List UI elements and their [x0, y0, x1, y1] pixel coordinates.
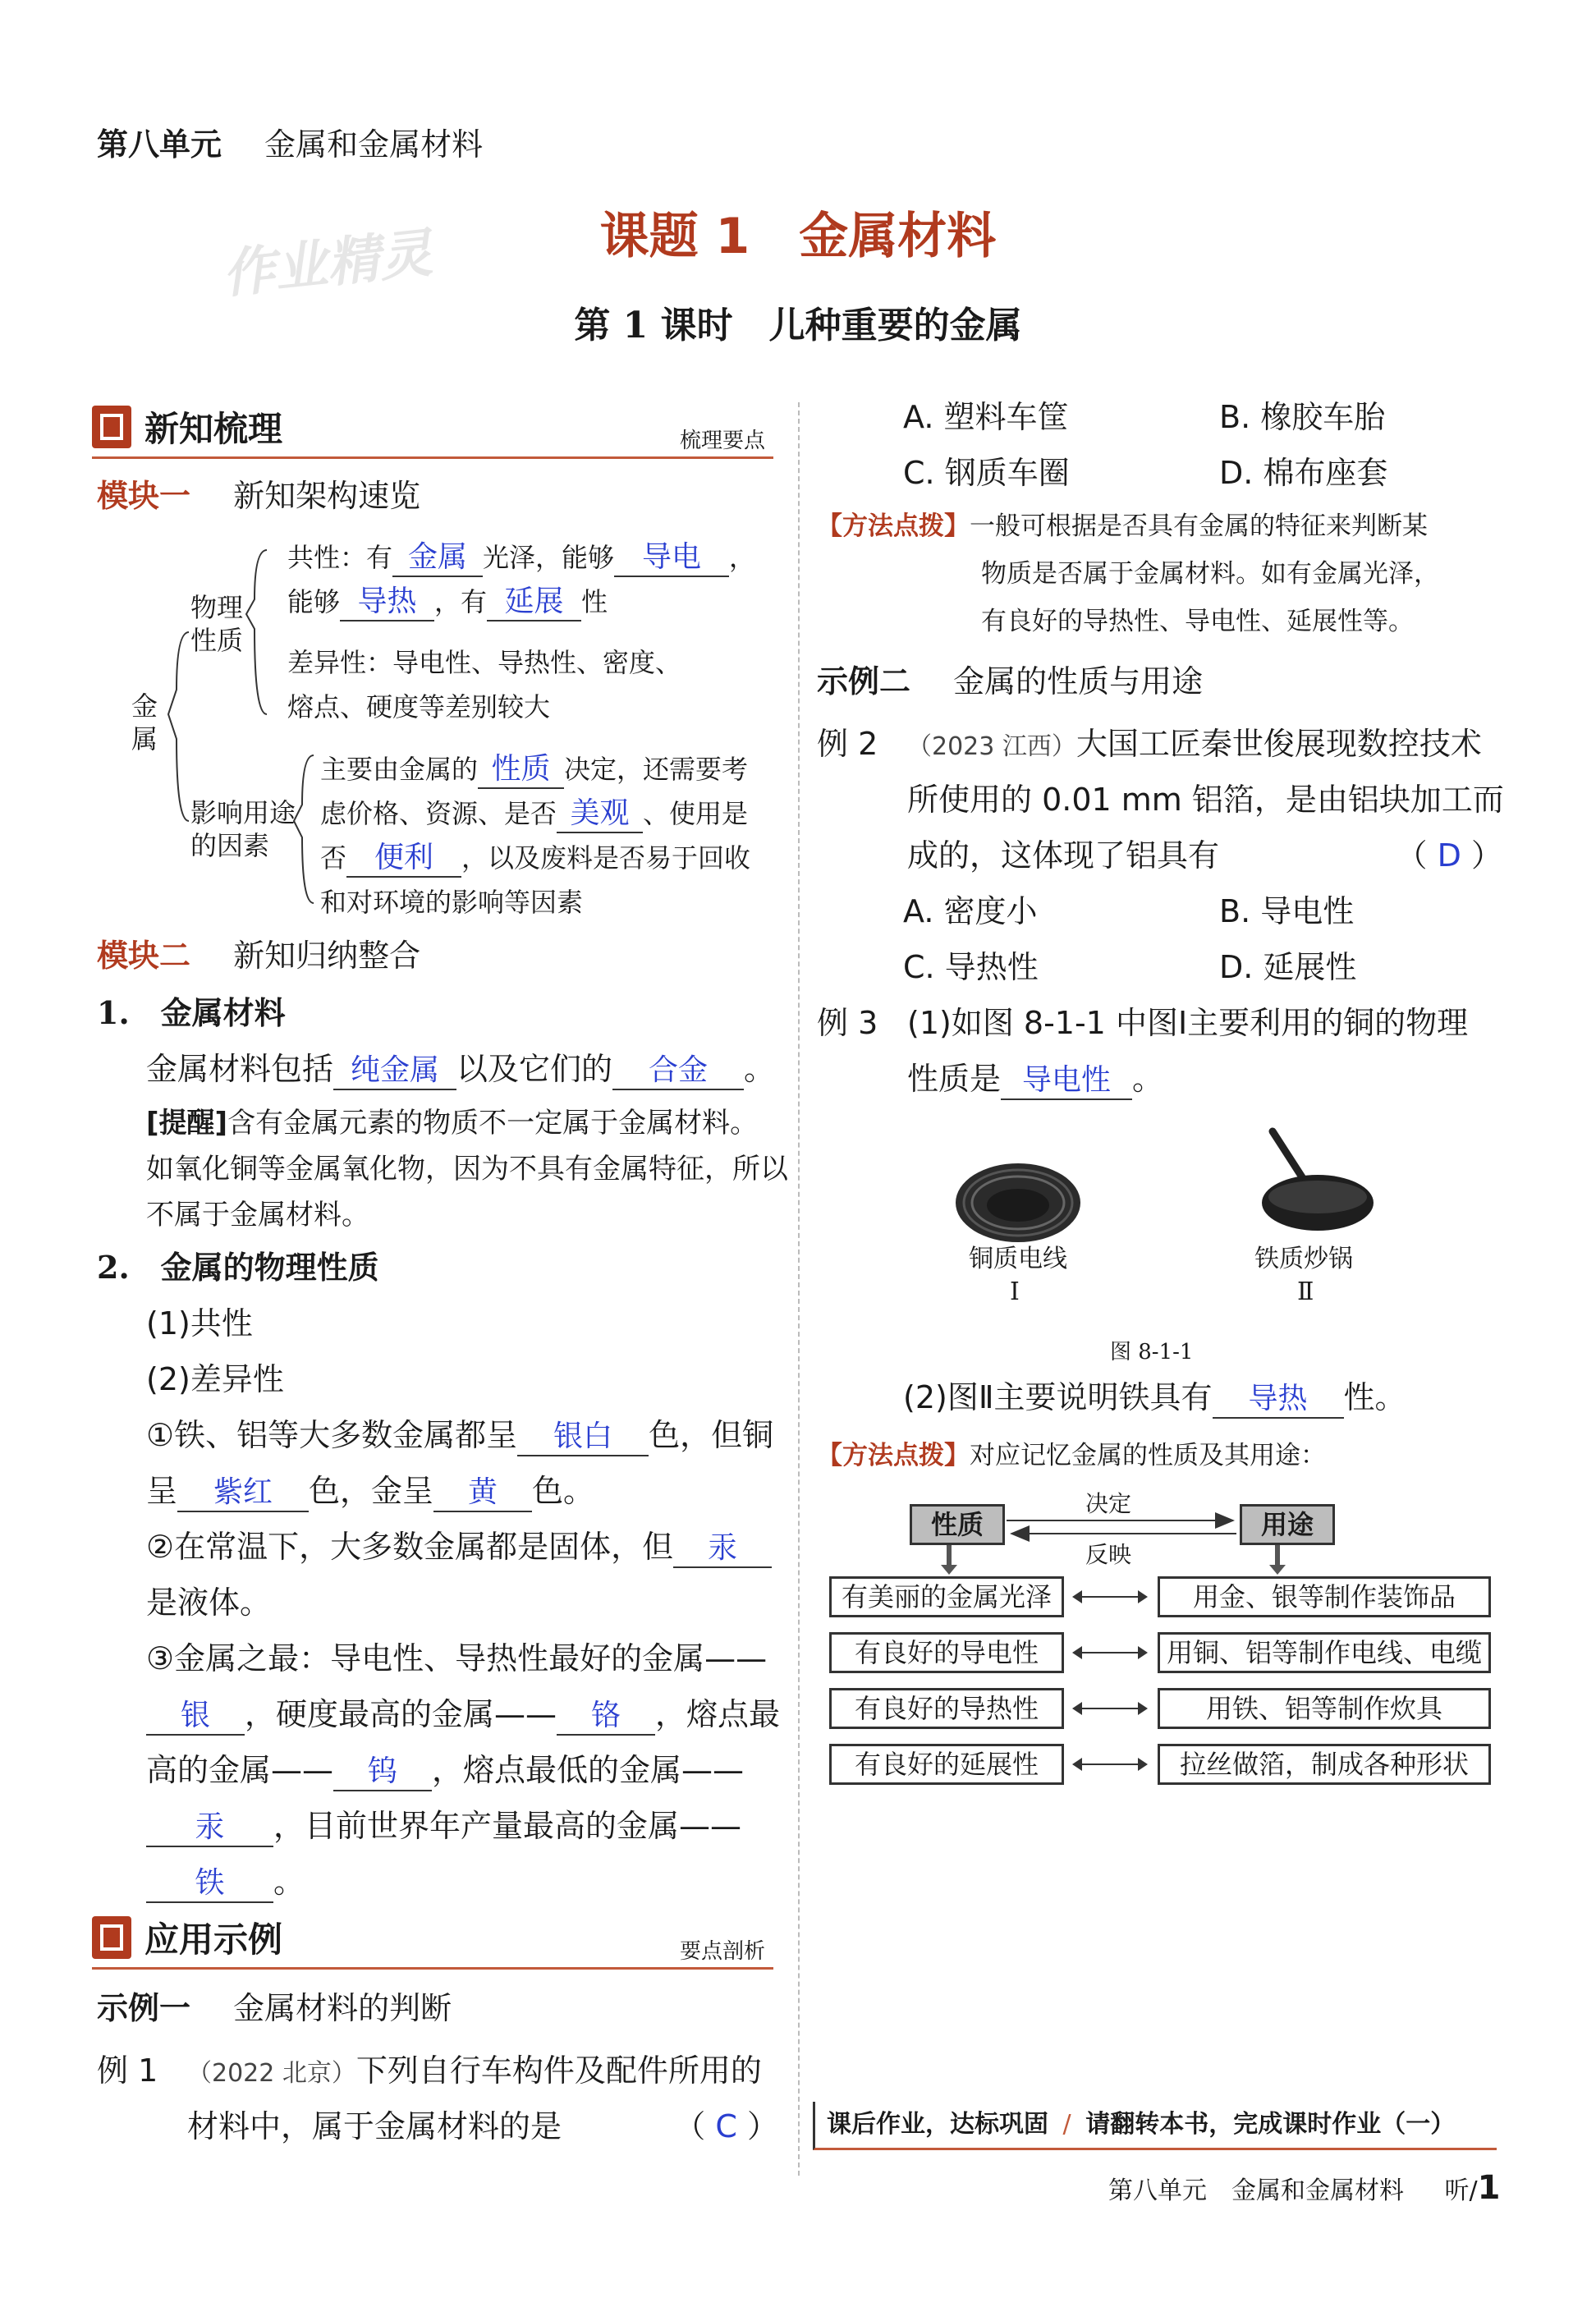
answer-silver: 银 [146, 1701, 245, 1736]
figure-8-1-1 [920, 1125, 1445, 1363]
method-label: 【方法点拨】 [817, 1441, 970, 1470]
fig1-number: Ⅰ [1010, 1277, 1020, 1306]
item2-p6 [146, 1686, 780, 1742]
ex3-line-1 [817, 995, 1468, 1051]
diff-line-2: 熔点、硬度等差别较大 [287, 691, 551, 722]
ex1-options-row1 [903, 389, 1385, 445]
text: 否 [320, 842, 347, 874]
answer-beauty: 美观 [557, 799, 643, 833]
text: 色。 [532, 1473, 595, 1509]
down-arrows [829, 1543, 1486, 1576]
item2-title: 2. 金属的物理性质 [97, 1249, 379, 1286]
text: 呈 [146, 1473, 178, 1509]
ex2-answer-bracket: （ D ） [1396, 837, 1502, 874]
text: ①铁、铝等大多数金属都呈 [146, 1417, 518, 1453]
option-a: A. 塑料车筐 [903, 399, 1069, 435]
footer-logo: 听/ [1444, 2176, 1478, 2205]
text: ，熔点最 [655, 1696, 781, 1732]
method-label: 【方法点拨】 [817, 511, 970, 541]
use-line-2 [320, 791, 748, 836]
ex1-q1: 下列自行车构件及配件所用的 [355, 2052, 762, 2089]
ex1-line-2 [187, 2098, 778, 2154]
text: 性 [581, 586, 608, 617]
tip-text-3: 不属于金属材料。 [146, 1199, 369, 1231]
tip-text-2: 如氧化铜等金属氧化物，因为不具有金属特征，所以 [146, 1153, 788, 1186]
section-title: 新知梳理 [144, 409, 283, 449]
item2-p7 [146, 1742, 744, 1798]
row3-property: 有良好的导热性 [829, 1688, 1064, 1729]
answer-pure-metal: 纯金属 [333, 1056, 456, 1090]
text: ②在常温下，大多数金属都是固体，但 [146, 1529, 674, 1565]
reflect-label: 反映 [1085, 1541, 1132, 1568]
text: 性。 [1343, 1379, 1406, 1415]
section-tag: 梳理要点 [679, 429, 765, 453]
section-title: 应用示例 [144, 1919, 283, 1960]
page-number: 1 [1477, 2169, 1501, 2207]
answer-mercury-2: 汞 [146, 1813, 273, 1847]
item2-p3 [146, 1519, 772, 1575]
section-icon [92, 1916, 131, 1959]
row1-arrow [1074, 1596, 1146, 1598]
method-tip-2 [817, 1432, 1326, 1479]
module1-title: 新知架构速览 [233, 478, 421, 514]
ex3-line-2 [907, 1051, 1163, 1107]
ex2-answer: D [1437, 837, 1461, 874]
unit-header [97, 119, 483, 164]
ex2-source: （2023 江西） [907, 732, 1076, 761]
text: ，硬度最高的金属—— [245, 1696, 557, 1732]
text: 高的金属—— [146, 1752, 334, 1788]
answer-tungsten: 钨 [333, 1757, 432, 1791]
example2-title: 金属的性质与用途 [953, 663, 1204, 699]
common-line-2 [287, 580, 608, 624]
diff-line-1: 差异性：导电性、导热性、密度、 [287, 647, 682, 678]
fig2-number: Ⅱ [1297, 1277, 1314, 1306]
item2-p1 [146, 1407, 773, 1463]
text: 、使用是 [643, 798, 749, 829]
ex2-line-1 [817, 716, 1482, 775]
answer-property: 性质 [478, 754, 564, 789]
item1-tip [146, 1100, 788, 1238]
unit-label: 第八单元 [97, 126, 222, 163]
row4-property: 有良好的延展性 [829, 1744, 1064, 1785]
knowledge-tree [123, 525, 780, 928]
use-line-1 [320, 747, 748, 791]
figure-caption: 图 8-1-1 [1110, 1340, 1194, 1364]
module1-heading [97, 468, 420, 524]
answer-heat-conduct: 导热 [1213, 1384, 1344, 1419]
text: (2)图Ⅱ主要说明铁具有 [903, 1379, 1213, 1415]
text: 共性：有 [287, 542, 393, 573]
use-box: 用途 [1240, 1504, 1335, 1545]
ex3-line-3 [903, 1369, 1406, 1425]
unit-title: 金属和金属材料 [264, 126, 484, 163]
ex1-source: （2022 北京） [187, 2059, 356, 2088]
row3-use: 用铁、铝等制作炊具 [1158, 1688, 1491, 1729]
column-divider [798, 402, 801, 2176]
copy-wire-image [952, 1158, 1084, 1248]
example1-heading [97, 1980, 452, 2036]
method-text-2: 物质是否属于金属材料。如有金属光泽， [981, 559, 1439, 589]
ex1-answer-bracket: （ C ） [674, 2108, 778, 2144]
text: 。 [1132, 1061, 1164, 1097]
tree-branch-physical: 物理性质 [190, 592, 244, 656]
option-d: D. 棉布座套 [1219, 455, 1388, 491]
answer-alloy: 合金 [612, 1056, 744, 1090]
text: 以及它们的 [456, 1051, 613, 1087]
tree-branch-use-factors: 影响用途的因素 [190, 797, 296, 861]
fig2-label: 铁质炒锅 [1254, 1245, 1353, 1273]
homework-right: 请翻转本书，完成课时作业（一） [1085, 2110, 1456, 2139]
option-d: D. 延展性 [1219, 949, 1357, 985]
ex1-q2: 材料中，属于金属材料的是 [187, 2108, 562, 2144]
item2-p5: ③金属之最：导电性、导热性最好的金属—— [146, 1640, 768, 1676]
use-line-3 [320, 836, 750, 880]
decide-label: 决定 [1085, 1490, 1132, 1517]
example2-heading [817, 654, 1203, 709]
answer-iron: 铁 [146, 1869, 273, 1903]
lesson-subtitle: 第 1 课时 儿种重要的金属 [574, 305, 1022, 346]
text: 。 [744, 1051, 776, 1087]
common-line-1 [287, 535, 755, 580]
item2-p2 [146, 1463, 594, 1519]
text: ，有 [434, 586, 488, 617]
footer-text: 第八单元 金属和金属材料 [1108, 2176, 1404, 2205]
property-box: 性质 [910, 1504, 1005, 1545]
row2-property: 有良好的导电性 [829, 1632, 1064, 1673]
answer-heat: 导热 [340, 587, 434, 621]
text: ，目前世界年产量最高的金属—— [273, 1808, 742, 1844]
answer-silver-white: 银白 [517, 1422, 649, 1456]
text: 主要由金属的 [320, 754, 479, 785]
module1-label: 模块一 [97, 478, 191, 514]
section-icon [92, 406, 131, 448]
item2-s1: (1)共性 [146, 1305, 253, 1342]
item1-line [146, 1041, 775, 1097]
ex2-q1: 大国工匠秦世俊展现数控技术 [1075, 726, 1482, 762]
tree-root: 金属 [131, 690, 158, 754]
answer-purple-red: 紫红 [177, 1478, 309, 1512]
homework-banner [813, 2102, 1497, 2150]
method-text-1: 一般可根据是否具有金属的特征来判断某 [970, 511, 1428, 541]
row1-property: 有美丽的金属光泽 [829, 1576, 1064, 1617]
row4-arrow [1074, 1764, 1146, 1765]
ex1-options-row2 [903, 445, 1387, 501]
row3-arrow [1074, 1708, 1146, 1709]
option-b: B. 橡胶车胎 [1219, 399, 1386, 435]
text: 性质是 [907, 1061, 1002, 1097]
example1-label: 示例一 [97, 1990, 191, 2026]
text: 色，金呈 [309, 1473, 434, 1509]
ex1-answer: C [715, 2108, 737, 2144]
item2-p8 [146, 1798, 741, 1854]
section-application [92, 1913, 773, 1970]
ex1-line-1 [97, 2043, 762, 2102]
text: ，熔点最低的金属—— [432, 1752, 745, 1788]
example2-label: 示例二 [817, 663, 911, 699]
text: 金属材料包括 [146, 1051, 334, 1087]
answer-chromium: 铬 [557, 1701, 655, 1736]
text: 能够 [287, 586, 341, 617]
lesson-title: 课题 1 金属材料 [599, 208, 997, 265]
section-tag: 要点剖析 [679, 1939, 765, 1964]
ex2-q2: 所使用的 0.01 mm 铝箔，是由铝块加工而 [907, 782, 1504, 818]
module2-label: 模块二 [97, 938, 191, 974]
homework-left: 课后作业，达标巩固 [827, 2110, 1048, 2139]
option-a: A. 密度小 [903, 893, 1038, 929]
ex2-options-row2 [903, 939, 1356, 995]
answer-conduct: 导电 [614, 543, 729, 577]
answer-ductile: 延展 [487, 587, 581, 621]
method-text: 对应记忆金属的性质及其用途： [970, 1441, 1326, 1470]
ex2-label: 例 2 [817, 726, 878, 762]
module2-heading [97, 928, 420, 984]
method-tip-1 [817, 502, 1439, 645]
property-use-diagram [829, 1486, 1486, 1790]
item2-p4: 是液体。 [146, 1585, 272, 1621]
answer-yellow: 黄 [433, 1478, 532, 1512]
method-text-3: 有良好的导热性、导电性、延展性等。 [981, 607, 1414, 636]
ex3-label: 例 3 [817, 1005, 878, 1041]
watermark: 作业精灵 [219, 222, 435, 306]
fig1-label: 铜质电线 [969, 1245, 1067, 1273]
use-line-4: 和对环境的影响等因素 [320, 887, 584, 918]
option-c: C. 钢质车圈 [903, 455, 1070, 491]
tip-text-1: 含有金属元素的物质不一定属于金属材料。 [227, 1107, 759, 1140]
row2-use: 用铜、铝等制作电线、电缆 [1158, 1632, 1491, 1673]
option-b: B. 导电性 [1219, 893, 1355, 929]
text: 光泽，能够 [483, 542, 615, 573]
text: 色，但铜 [649, 1417, 774, 1453]
option-c: C. 导热性 [903, 949, 1039, 985]
answer-conductivity: 导电性 [1001, 1066, 1132, 1100]
module2-title: 新知归纳整合 [233, 938, 421, 974]
answer-convenient: 便利 [346, 843, 461, 878]
text: ，以及废料是否易于回收 [461, 842, 751, 874]
ex1-label: 例 1 [97, 2052, 158, 2089]
page-footer [1108, 2167, 1501, 2212]
tip-label: [提醒] [146, 1107, 228, 1140]
item2-s2: (2)差异性 [146, 1361, 284, 1397]
example1-title: 金属材料的判断 [233, 1990, 452, 2026]
row2-arrow [1074, 1652, 1146, 1653]
iron-wok-image [1240, 1125, 1379, 1248]
text: 。 [273, 1864, 305, 1900]
answer-luster: 金属 [392, 543, 483, 577]
ex2-line-3 [907, 828, 1502, 883]
row1-use: 用金、银等制作装饰品 [1158, 1576, 1491, 1617]
text: ， [729, 542, 756, 573]
section-new-knowledge [92, 402, 773, 459]
text: 虑价格、资源、是否 [320, 798, 557, 829]
item2-p9 [146, 1854, 305, 1910]
answer-mercury: 汞 [673, 1534, 772, 1568]
ex2-options-row1 [903, 883, 1354, 939]
text: 决定，还需要考 [564, 754, 749, 785]
ex2-q3: 成的，这体现了铝具有 [907, 837, 1220, 874]
ex3-q1: (1)如图 8-1-1 中图Ⅰ主要利用的铜的物理 [907, 1005, 1469, 1041]
item1-title: 1. 金属材料 [97, 994, 286, 1031]
row4-use: 拉丝做箔，制成各种形状 [1158, 1744, 1491, 1785]
homework-divider: / [1062, 2110, 1071, 2139]
